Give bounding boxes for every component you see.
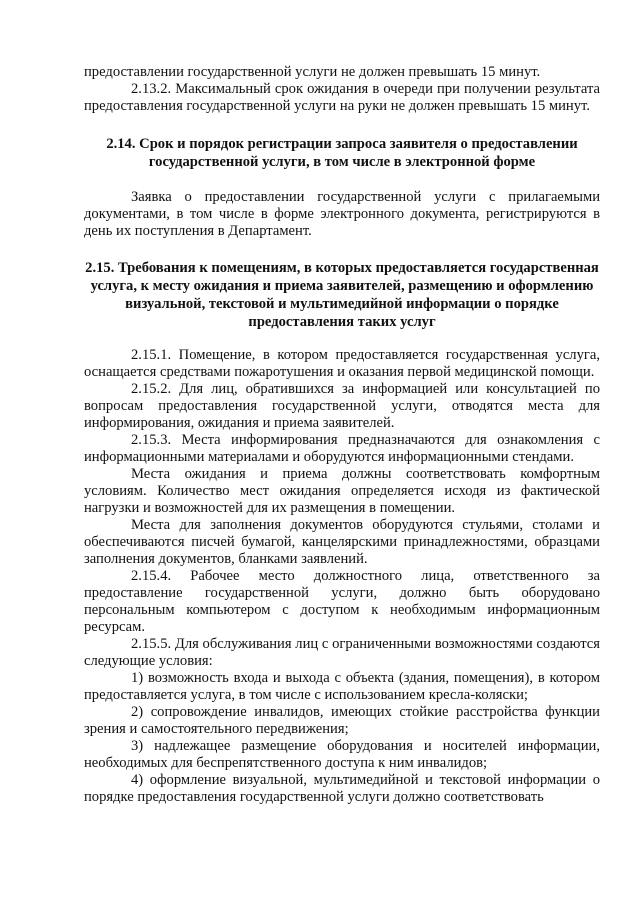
document-page — [84, 64, 600, 806]
paragraph-2-15-3: 2.15.3. Места информирования предназначаются для ознакомления с информационными материалами и оборудуются информационными стендами. — [84, 432, 600, 465]
paragraph-2-14-body: Заявка о предоставлении государственной услуги с прилагаемыми документами, в том числе в форме электронного документа, регистрируются в день их поступления в Департамент. — [84, 189, 600, 239]
paragraph-2-15-4: 2.15.4. Рабочее место должностного лица, ответственного за предоставление государственной услуги, должно быть оборудовано персональным компьютером с доступом к необходимым информационным ресурсам. — [84, 568, 600, 635]
paragraph-2-15-2: 2.15.2. Для лиц, обратившихся за информацией или консультацией по вопросам предоставления государственной услуги, отводятся места для информирования, ожидания и приема заявителей. — [84, 381, 600, 431]
paragraph-2-13-2: 2.13.2. Максимальный срок ожидания в очереди при получении результата предоставления государственной услуги на руки не должен превышать 15 минут. — [84, 81, 600, 114]
paragraph-continuation: предоставлении государственной услуги не должен превышать 15 минут. — [84, 64, 541, 80]
list-item-1: 1) возможность входа и выхода с объекта (здания, помещения), в котором предоставляется услуга, в том числе с использованием кресла-коляски; — [84, 670, 600, 703]
paragraph-2-15-1: 2.15.1. Помещение, в котором предоставляется государственная услуга, оснащается средствами пожаротушения и оказания первой медицинской помощи. — [84, 347, 600, 380]
paragraph-2-15-5: 2.15.5. Для обслуживания лиц с ограниченными возможностями создаются следующие условия: — [84, 636, 600, 669]
paragraph-filling-places: Места для заполнения документов оборудуются стульями, столами и обеспечиваются писчей бумагой, канцелярскими принадлежностями, образцами заполнения документов, бланками заявлений. — [84, 517, 600, 567]
list-item-2: 2) сопровождение инвалидов, имеющих стойкие расстройства функции зрения и самостоятельного передвижения; — [84, 704, 600, 737]
section-heading-2-15: 2.15. Требования к помещениям, в которых предоставляется государственная услуга, к месту ожидания и приема заявителей, размещению и оформлению визуальной, текстовой и мультимедийной информации о порядке предоставления таких услуг — [85, 260, 599, 330]
list-item-3: 3) надлежащее размещение оборудования и носителей информации, необходимых для беспрепятственного доступа к ним инвалидов; — [84, 738, 600, 771]
section-heading-2-14: 2.14. Срок и порядок регистрации запроса заявителя о предоставлении государственной услуги, в том числе в электронной форме — [106, 136, 578, 170]
paragraph-waiting-places: Места ожидания и приема должны соответствовать комфортным условиям. Количество мест ожидания определяется исходя из фактической нагрузки и возможностей для их размещения в помещении. — [84, 466, 600, 516]
list-item-4: 4) оформление визуальной, мультимедийной и текстовой информации о порядке предоставления государственной услуги должно соответствовать — [84, 772, 600, 805]
